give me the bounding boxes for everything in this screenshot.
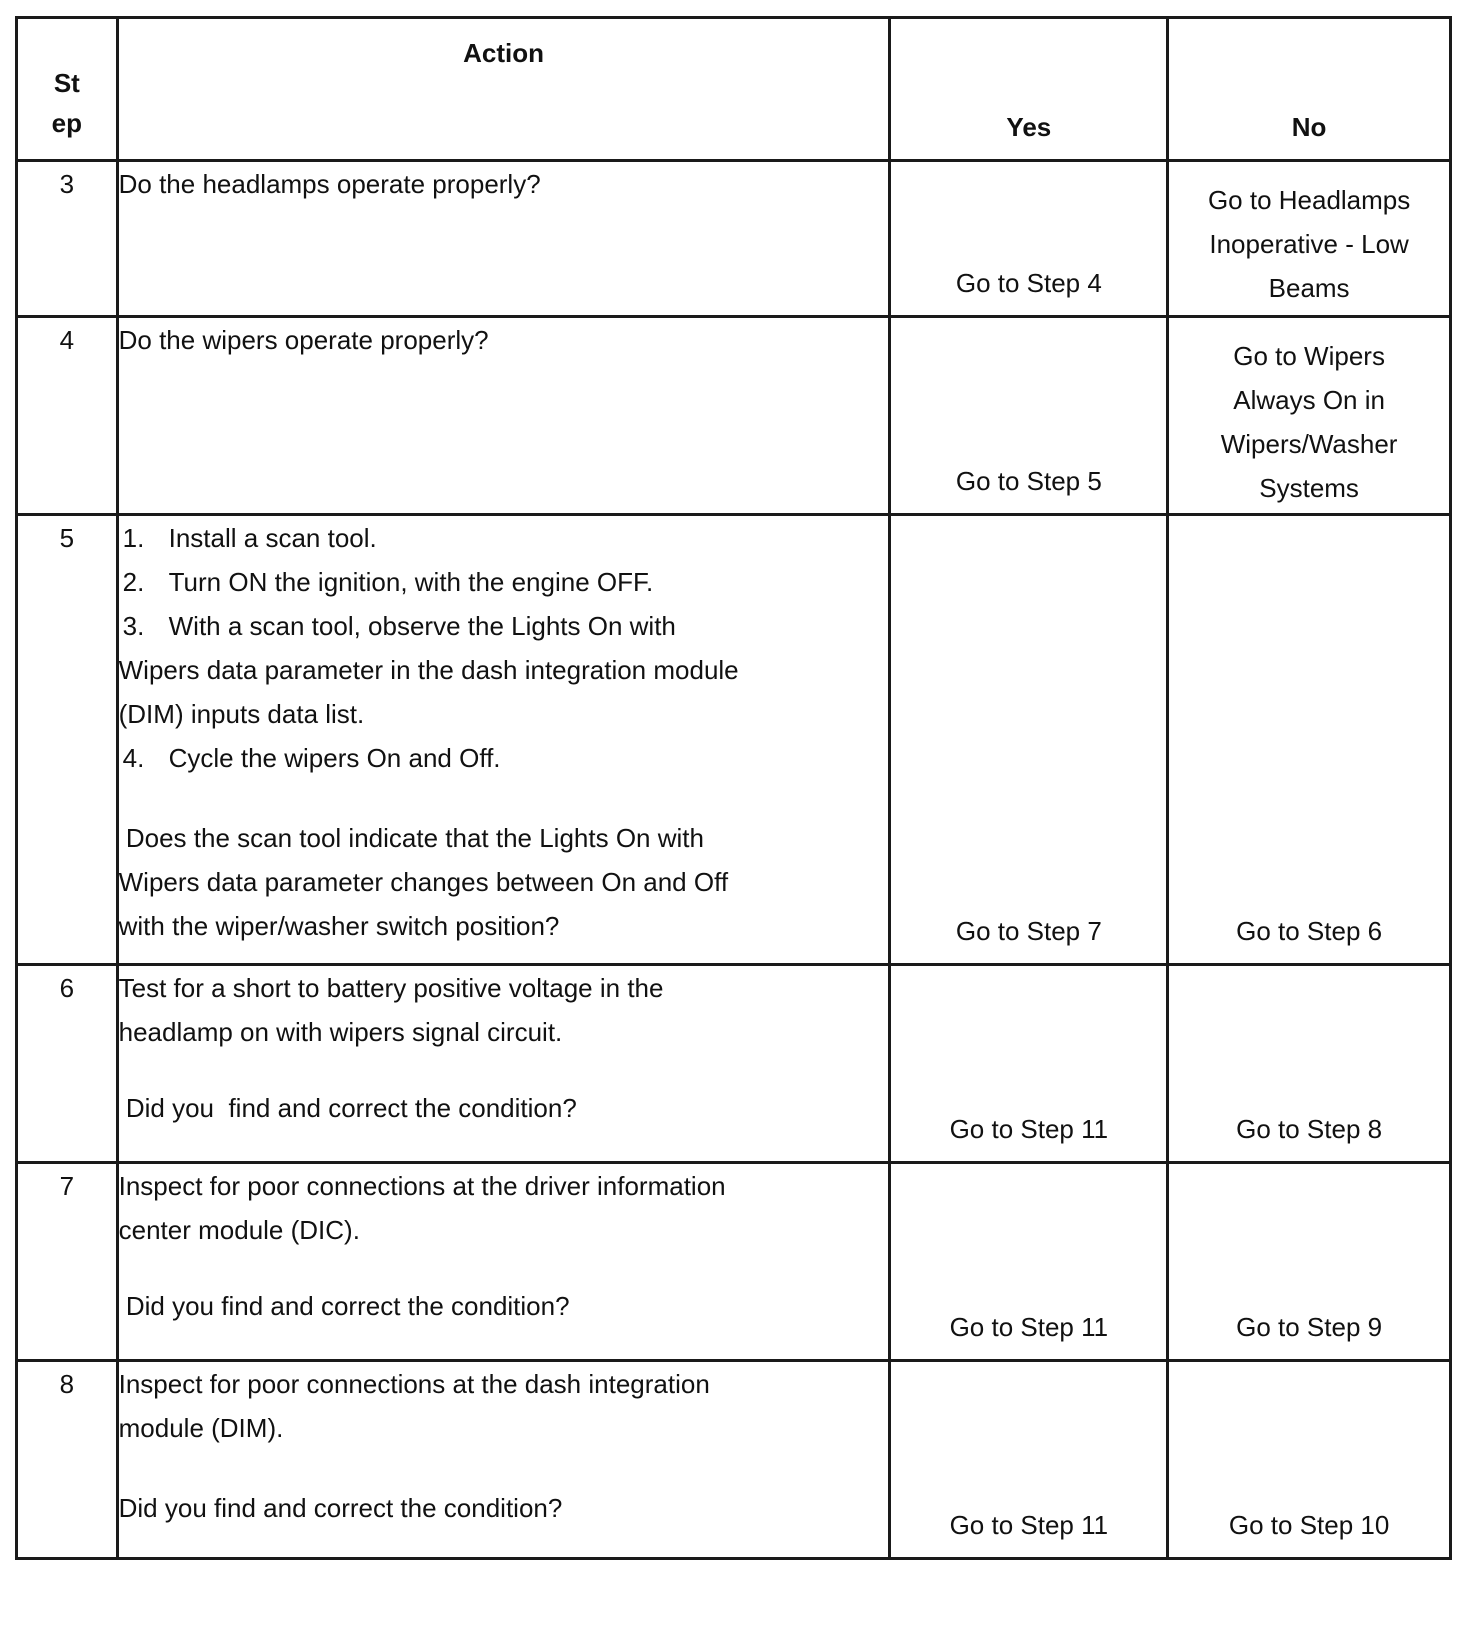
no-result-line: Inoperative - Low bbox=[1209, 229, 1409, 259]
list-item-continuation: (DIM) inputs data list. bbox=[118, 699, 365, 729]
action-text-line: center module (DIC). bbox=[118, 1215, 360, 1245]
action-question: Do the wipers operate properly? bbox=[118, 325, 489, 355]
no-result-line: Go to Headlamps bbox=[1207, 185, 1411, 215]
spacer bbox=[119, 780, 889, 816]
action-cell bbox=[117, 515, 890, 965]
action-question: Did you find and correct the condition? bbox=[118, 1291, 570, 1321]
header-no-label: No bbox=[1291, 112, 1327, 142]
yes-result: Go to Step 11 bbox=[949, 1510, 1109, 1540]
action-text-line: headlamp on with wipers signal circuit. bbox=[118, 1017, 563, 1047]
step-number: 6 bbox=[17, 965, 118, 1163]
table-row bbox=[17, 1361, 1451, 1559]
action-cell bbox=[117, 317, 890, 515]
header-action-label: Action bbox=[463, 38, 544, 68]
header-step bbox=[17, 18, 118, 161]
procedure-list bbox=[119, 516, 889, 648]
no-cell bbox=[1168, 515, 1451, 965]
list-item-text: Cycle the wipers On and Off. bbox=[168, 743, 501, 773]
table-row bbox=[17, 515, 1451, 965]
table-row bbox=[17, 1163, 1451, 1361]
list-item bbox=[119, 560, 889, 604]
header-step-line2: ep bbox=[51, 108, 82, 138]
action-question-line: Does the scan tool indicate that the Lights On with bbox=[118, 823, 704, 853]
yes-result: Go to Step 7 bbox=[955, 916, 1102, 946]
yes-cell bbox=[890, 317, 1168, 515]
yes-cell bbox=[890, 965, 1168, 1163]
no-result-line: Beams bbox=[1268, 273, 1350, 303]
action-cell bbox=[117, 965, 890, 1163]
yes-cell bbox=[890, 515, 1168, 965]
header-action bbox=[117, 18, 890, 161]
yes-result: Go to Step 4 bbox=[955, 268, 1102, 298]
action-cell bbox=[117, 1361, 890, 1559]
no-cell bbox=[1168, 1361, 1451, 1559]
spacer bbox=[119, 1450, 889, 1486]
procedure-list-cont bbox=[119, 736, 889, 780]
yes-result: Go to Step 11 bbox=[949, 1114, 1109, 1144]
step-number: 8 bbox=[17, 1361, 118, 1559]
spacer bbox=[119, 1054, 889, 1086]
action-text-line: Test for a short to battery positive voltage in the bbox=[118, 973, 664, 1003]
no-result: Go to Step 6 bbox=[1236, 916, 1383, 946]
header-yes bbox=[890, 18, 1168, 161]
table-row bbox=[17, 317, 1451, 515]
action-cell bbox=[117, 1163, 890, 1361]
action-text-line: Inspect for poor connections at the dash integration bbox=[118, 1369, 710, 1399]
no-result-line: Go to Wipers bbox=[1233, 341, 1385, 371]
action-question-line: Wipers data parameter changes between On and Off bbox=[118, 867, 729, 897]
action-question-line: with the wiper/washer switch position? bbox=[118, 911, 560, 941]
action-question: Did you find and correct the condition? bbox=[118, 1493, 563, 1523]
yes-cell bbox=[890, 1163, 1168, 1361]
action-question: Did you find and correct the condition? bbox=[118, 1093, 577, 1123]
yes-cell bbox=[890, 161, 1168, 317]
no-result bbox=[1169, 178, 1449, 310]
list-item-number: 2. bbox=[122, 567, 145, 597]
step-number: 4 bbox=[17, 317, 118, 515]
list-item-text: With a scan tool, observe the Lights On with bbox=[168, 611, 676, 641]
list-item-number: 1. bbox=[122, 523, 145, 553]
table-row bbox=[17, 965, 1451, 1163]
no-cell bbox=[1168, 317, 1451, 515]
list-item bbox=[119, 604, 889, 648]
diagnostic-table-page bbox=[15, 16, 1452, 1560]
step-number: 3 bbox=[17, 161, 118, 317]
no-cell bbox=[1168, 161, 1451, 317]
diagnostic-table bbox=[15, 16, 1452, 1560]
list-item bbox=[119, 516, 889, 560]
header-no bbox=[1168, 18, 1451, 161]
list-item-number: 3. bbox=[122, 611, 145, 641]
action-cell bbox=[117, 161, 890, 317]
header-yes-label: Yes bbox=[1006, 112, 1052, 142]
table-row bbox=[17, 161, 1451, 317]
table-header-row bbox=[17, 18, 1451, 161]
yes-result: Go to Step 11 bbox=[949, 1312, 1109, 1342]
list-item bbox=[119, 736, 889, 780]
no-result-line: Wipers/Washer bbox=[1220, 429, 1398, 459]
yes-result: Go to Step 5 bbox=[955, 466, 1102, 496]
no-result-line: Always On in bbox=[1233, 385, 1385, 415]
action-text-line: module (DIM). bbox=[118, 1413, 284, 1443]
no-result: Go to Step 10 bbox=[1228, 1510, 1390, 1540]
no-result: Go to Step 9 bbox=[1236, 1312, 1383, 1342]
no-cell bbox=[1168, 965, 1451, 1163]
no-cell bbox=[1168, 1163, 1451, 1361]
list-item-continuation: Wipers data parameter in the dash integration module bbox=[118, 655, 739, 685]
action-question: Do the headlamps operate properly? bbox=[118, 169, 541, 199]
step-number: 5 bbox=[17, 515, 118, 965]
action-text-line: Inspect for poor connections at the driver information bbox=[118, 1171, 726, 1201]
list-item-text: Turn ON the ignition, with the engine OFF. bbox=[168, 567, 654, 597]
step-number: 7 bbox=[17, 1163, 118, 1361]
no-result bbox=[1169, 334, 1449, 510]
header-step-line1: St bbox=[53, 68, 80, 98]
list-item-text: Install a scan tool. bbox=[168, 523, 377, 553]
spacer bbox=[119, 1252, 889, 1284]
no-result-line: Systems bbox=[1259, 473, 1359, 503]
no-result: Go to Step 8 bbox=[1236, 1114, 1383, 1144]
yes-cell bbox=[890, 1361, 1168, 1559]
list-item-number: 4. bbox=[122, 743, 145, 773]
